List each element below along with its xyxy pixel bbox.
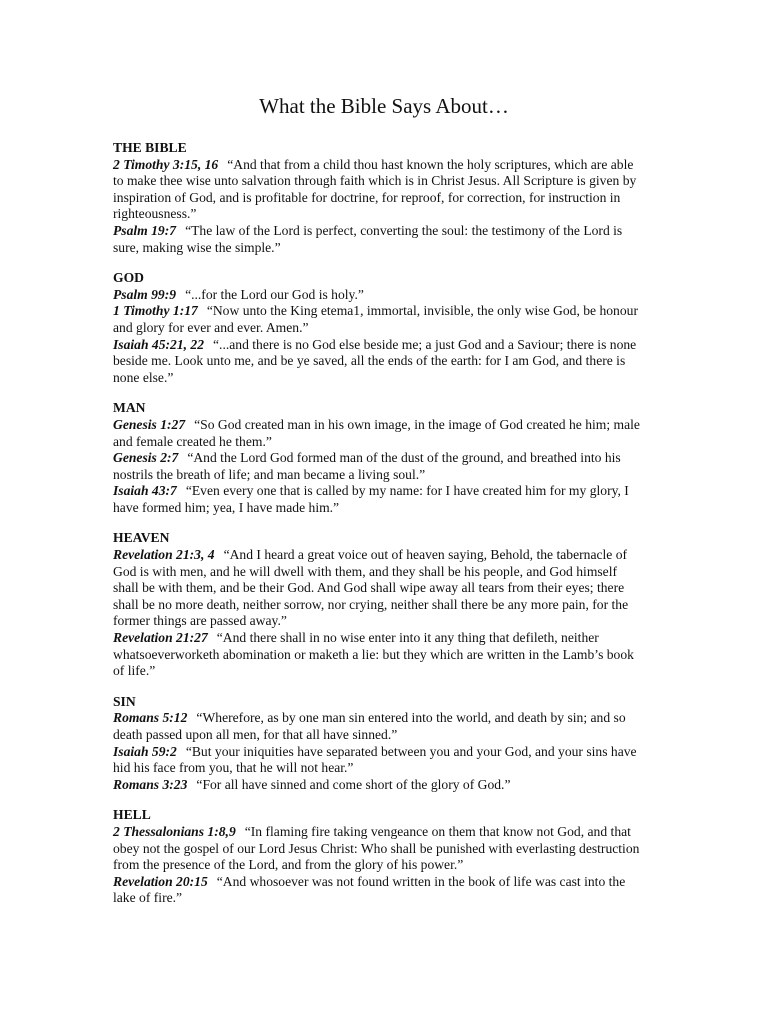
section-hell <box>113 807 645 907</box>
verse-text: “In flaming fire taking vengeance on them that know not God, and that obey not the gospel of our Lord Jesus Christ: Who shall be punished with everlasting destruction from the presence of the Lord, and from the glory of his power.” <box>113 823 640 873</box>
verse-reference: Isaiah 59:2 <box>113 743 177 759</box>
verse-text: “...and there is no God else beside me; a just God and a Saviour; there is none beside me. Look unto me, and be ye saved, all the ends of the earth: for I am God, and there is none else.” <box>113 336 637 385</box>
verse-entry <box>113 303 645 336</box>
verse-reference: 2 Timothy 3:15, 16 <box>113 156 219 172</box>
section-heading: THE BIBLE <box>113 140 187 155</box>
verse-entry <box>113 287 645 304</box>
verse-text: “And the Lord God formed man of the dust of the ground, and breathed into his nostrils the breath of life; and man became a living soul.” <box>113 450 621 482</box>
verse-reference: Isaiah 43:7 <box>113 483 177 499</box>
verse-entry <box>113 874 645 907</box>
verse-entry <box>113 777 645 794</box>
verse-entry <box>113 824 645 874</box>
verse-entry <box>113 710 645 743</box>
section-heaven <box>113 530 645 679</box>
verse-entry <box>113 547 645 630</box>
section-heading: SIN <box>113 693 136 709</box>
verse-reference: Psalm 19:7 <box>113 222 177 238</box>
verse-entry <box>113 223 645 256</box>
verse-reference: 1 Timothy 1:17 <box>113 303 198 319</box>
verse-entry <box>113 337 645 387</box>
document-title: What the Bible Says About… <box>259 94 509 118</box>
document-body <box>113 140 645 921</box>
section-heading: HEAVEN <box>113 530 170 546</box>
section-god <box>113 270 645 386</box>
section-heading: GOD <box>113 270 144 286</box>
verse-entry <box>113 630 645 680</box>
verse-entry <box>113 744 645 777</box>
section-heading: HELL <box>113 807 151 823</box>
verse-reference: 2 Thessalonians 1:8,9 <box>113 823 236 839</box>
verse-text: “And I heard a great voice out of heaven saying, Behold, the tabernacle of God is with men, and he will dwell with them, and they shall be his people, and God himself shall be with them, and be their God. And God shall wipe away all tears from their eyes; there shall be no more death, neither sorrow, nor crying, neither shall there be any more pain, for the former things are passed away.” <box>113 547 629 629</box>
verse-text: “The law of the Lord is perfect, converting the soul: the testimony of the Lord is sure, making wise the simple.” <box>113 222 623 255</box>
verse-text: “Even every one that is called by my name: for I have created him for my glory, I have formed him; yea, I have made him.” <box>113 483 629 515</box>
verse-text: “And whosoever was not found written in the book of life was cast into the lake of fire.” <box>113 873 626 906</box>
verse-reference: Psalm 99:9 <box>113 286 177 302</box>
verse-entry <box>113 157 645 223</box>
verse-entry <box>113 417 645 450</box>
verse-reference: Genesis 1:27 <box>113 416 186 432</box>
verse-reference: Revelation 21:27 <box>113 630 208 646</box>
verse-text: “So God created man in his own image, in the image of God created he him; male and female created he them.” <box>113 416 640 449</box>
section-man <box>113 400 645 516</box>
verse-text: “...for the Lord our God is holy.” <box>185 286 364 302</box>
section-heading: MAN <box>113 400 146 416</box>
verse-reference: Revelation 21:3, 4 <box>113 547 215 563</box>
verse-text: “But your iniquities have separated between you and your God, and your sins have hid his face from you, that he will not hear.” <box>113 743 637 776</box>
verse-reference: Revelation 20:15 <box>113 873 208 889</box>
section-sin <box>113 694 645 794</box>
verse-text: “And that from a child thou hast known the holy scriptures, which are able to make thee wise unto salvation through faith which is in Christ Jesus. All Scripture is given by inspiration of God, and is profitable for doctrine, for reproof, for correction, for instruction in righteousness.” <box>113 156 637 222</box>
verse-reference: Isaiah 45:21, 22 <box>113 336 205 352</box>
verse-text: “For all have sinned and come short of the glory of God.” <box>196 776 511 792</box>
verse-reference: Romans 3:23 <box>113 776 188 792</box>
section-the-bible <box>113 140 645 256</box>
verse-entry <box>113 450 645 483</box>
verse-reference: Romans 5:12 <box>113 710 188 726</box>
verse-text: “Now unto the King etema1, immortal, invisible, the only wise God, be honour and glory for ever and ever. Amen.” <box>113 303 638 335</box>
verse-text: “And there shall in no wise enter into it any thing that defileth, neither whatsoeverworketh abomination or maketh a lie: but they which are written in the Lamb’s book of life.” <box>113 630 634 679</box>
verse-entry <box>113 483 645 516</box>
verse-reference: Genesis 2:7 <box>113 450 179 466</box>
verse-text: “Wherefore, as by one man sin entered into the world, and death by sin; and so death passed upon all men, for that all have sinned.” <box>113 710 626 742</box>
